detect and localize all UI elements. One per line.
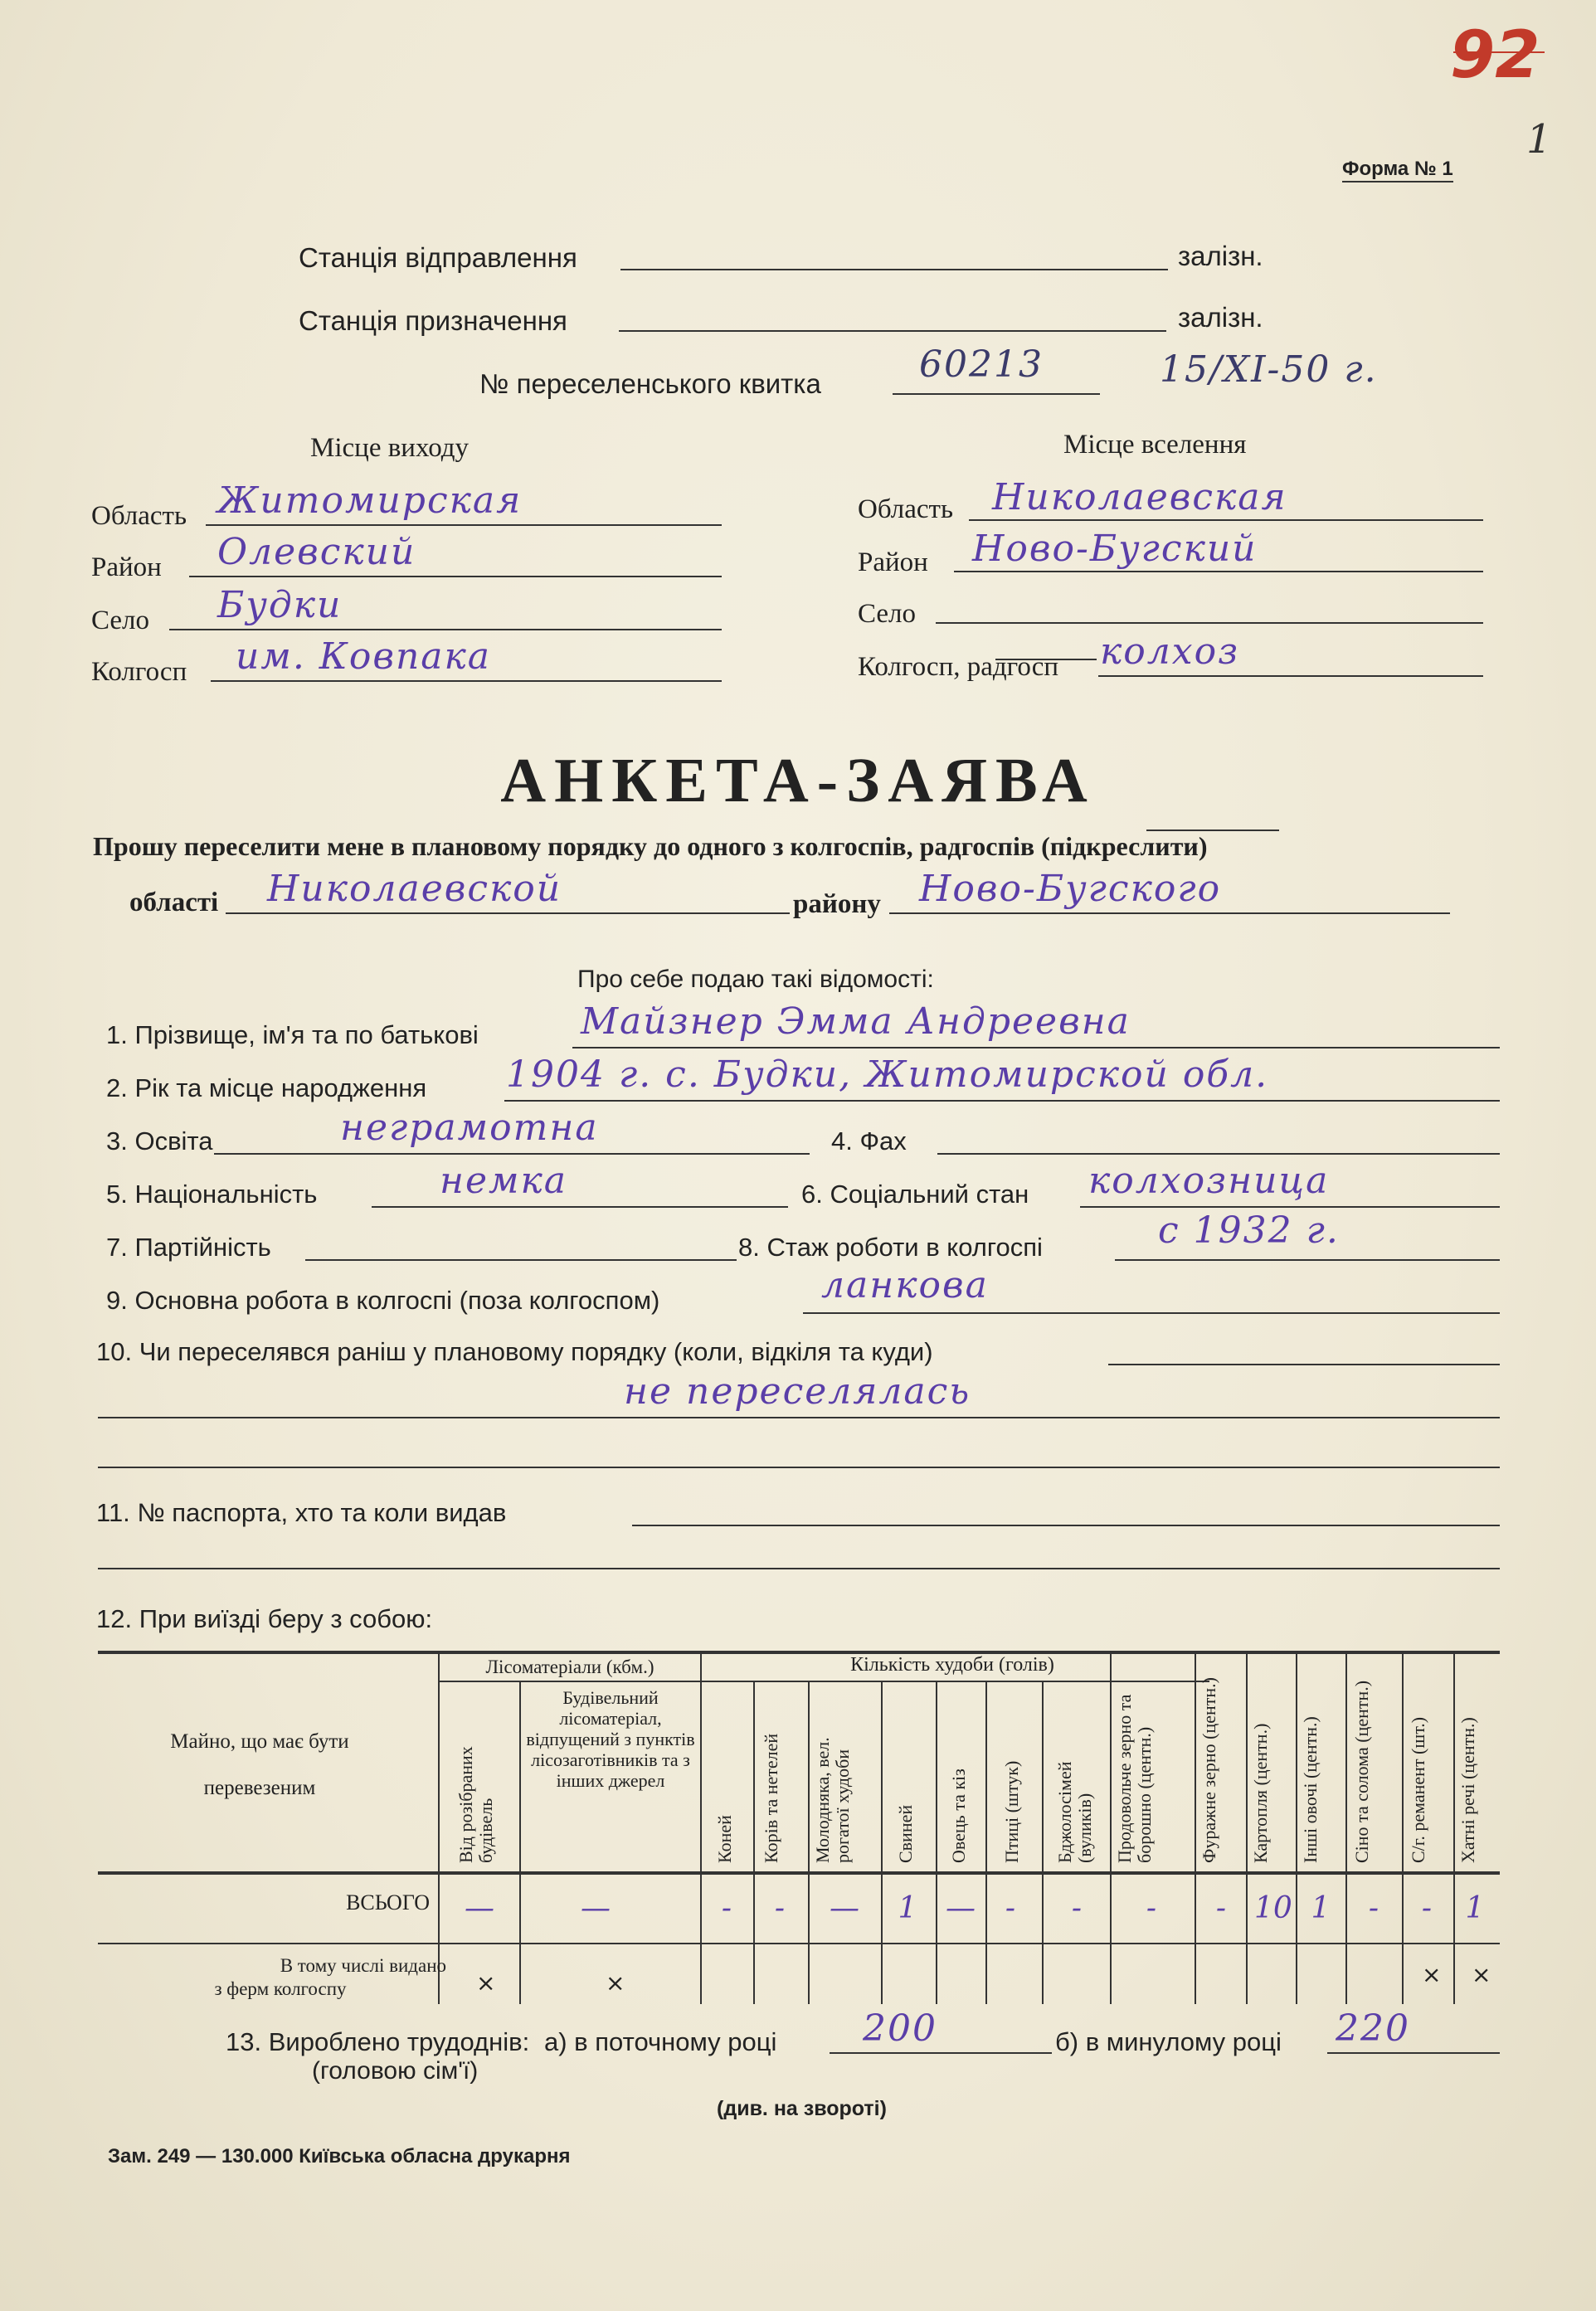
q11-label: 11. № паспорта, хто та коли видав [96, 1498, 507, 1527]
total-cell: - [1421, 1891, 1433, 1925]
col-header-demolished: Від розібраних будівель [455, 1746, 496, 1863]
q13-previous-line [1327, 2052, 1500, 2054]
q10-line-1 [1108, 1364, 1500, 1365]
col-divider [1110, 1651, 1112, 2004]
q8-line [1115, 1259, 1500, 1261]
q1-label: 1. Прізвище, ім'я та по батькові [106, 1020, 479, 1049]
total-cell: - [1005, 1891, 1016, 1925]
farm-x-mark: × [606, 1969, 625, 1997]
q7-line [305, 1259, 737, 1261]
dest-rayon-line [954, 571, 1483, 572]
request-oblast-label: області [129, 888, 219, 917]
q4-label: 4. Фах [831, 1126, 907, 1156]
dest-radhosp-strike [995, 659, 1097, 660]
col-divider [1296, 1651, 1297, 2004]
col-divider [753, 1681, 755, 2004]
q8-value: с 1932 г. [1158, 1209, 1340, 1252]
q10-value: не переселялась [624, 1370, 971, 1413]
ticket-label: № переселенського квитка [479, 368, 821, 399]
ticket-line [893, 393, 1100, 395]
printer-line: Зам. 249 — 130.000 Київська обласна друкарня [108, 2145, 571, 2167]
col-divider [1042, 1681, 1044, 2004]
q3-line [214, 1153, 810, 1155]
col-divider [438, 1651, 440, 2004]
group-lumber-header: Лісоматеріали (кбм.) [485, 1657, 654, 1677]
q13-current-value: 200 [863, 2007, 937, 2050]
see-reverse: (див. на звороті) [717, 2097, 887, 2120]
col-divider [881, 1681, 883, 2004]
col-header-fodder: Фуражне зерно (центн.) [1199, 1677, 1219, 1863]
col-header-household: Хатні речі (центн.) [1457, 1717, 1478, 1863]
col-header-lumber: Будівельний лісоматеріал, відпущений з пунктів лісозаготівників та з інших джерел [526, 1687, 695, 1791]
q3-label: 3. Освіта [106, 1126, 213, 1156]
q2-line [504, 1100, 1500, 1102]
q13-current-label: а) в поточному році [544, 2027, 777, 2056]
total-cell: — [946, 1891, 976, 1925]
q1-line [572, 1047, 1500, 1048]
origin-oblast-value: Житомирская [217, 479, 523, 522]
q12-label: 12. При виїзді беру з собою: [96, 1604, 433, 1633]
q13-current-line [830, 2052, 1052, 2054]
request-rayon-value: Ново-Бугского [919, 868, 1222, 910]
radgosp-strike [1146, 830, 1279, 831]
request-rayon-line [889, 912, 1450, 914]
destination-station-line [619, 330, 1166, 332]
sheet-number-strike [1453, 51, 1545, 53]
col-header-hay: Сіно та солома (центн.) [1351, 1680, 1372, 1863]
total-cell: 1 [1311, 1891, 1331, 1925]
destination-rail-suffix: залізн. [1178, 302, 1263, 333]
total-cell: - [1146, 1891, 1157, 1925]
q5-label: 5. Національність [106, 1180, 318, 1209]
q9-value: ланкова [821, 1264, 989, 1306]
row-header: Майно, що має бути перевезеним [170, 1730, 349, 1799]
q2-label: 2. Рік та місце народження [106, 1073, 427, 1102]
q6-label: 6. Соціальний стан [801, 1180, 1029, 1209]
q9-label: 9. Основна робота в колгоспі (поза колгоспом) [106, 1286, 660, 1315]
departure-station-label: Станція відправлення [299, 242, 577, 273]
col-divider [808, 1681, 810, 2004]
dest-oblast-label: Область [858, 494, 954, 524]
col-divider [1246, 1651, 1248, 2004]
total-cell: - [1071, 1891, 1083, 1925]
dest-village-line [936, 622, 1483, 624]
page-title: АНКЕТА-ЗАЯВА [500, 746, 1096, 815]
q13-previous-label: б) в минулому році [1055, 2027, 1282, 2056]
origin-kolhosp-line [211, 680, 722, 682]
total-cell: - [1368, 1891, 1379, 1925]
info-intro: Про себе подаю такі відомості: [577, 966, 934, 993]
origin-oblast-label: Область [91, 501, 187, 531]
departure-rail-suffix: залізн. [1178, 241, 1263, 271]
q10-line-2 [98, 1417, 1500, 1418]
q6-value: колхозница [1088, 1160, 1330, 1202]
request-line: Прошу переселити мене в плановому порядку до одного з колгоспів, радгоспів (підкреслити) [93, 831, 1208, 861]
dest-kolhosp-value: колхоз [1100, 630, 1240, 673]
col-header-grain: Продовольче зерно та борошно (центн.) [1114, 1694, 1155, 1863]
origin-oblast-line [206, 524, 722, 526]
destination-heading: Місце вселення [1063, 430, 1247, 460]
dest-village-label: Село [858, 599, 917, 629]
q7-label: 7. Партійність [106, 1233, 271, 1262]
q11-line-2 [98, 1568, 1500, 1569]
total-cell: — [465, 1891, 494, 1925]
q4-line [937, 1153, 1500, 1155]
total-cell: — [830, 1891, 859, 1925]
q9-line [803, 1312, 1500, 1314]
request-oblast-line [226, 912, 790, 914]
form-label: Форма № 1 [1342, 158, 1453, 182]
q6-line [1080, 1206, 1500, 1208]
origin-rayon-line [189, 576, 722, 577]
total-cell: 10 [1254, 1891, 1292, 1925]
departure-station-line [620, 269, 1168, 270]
total-cell: - [774, 1891, 786, 1925]
q1-value: Майзнер Эмма Андреевна [581, 1000, 1131, 1043]
col-divider [1402, 1651, 1404, 2004]
dest-oblast-value: Николаевская [992, 476, 1287, 518]
col-header-young-cattle: Молодняка, вел. рогатої худоби [812, 1737, 853, 1863]
farm-x-mark: × [476, 1969, 496, 1997]
col-divider [519, 1681, 521, 2004]
origin-heading: Місце виходу [310, 433, 470, 463]
table-header-bottom [98, 1871, 1500, 1875]
sheet-number-alt: 1 [1526, 116, 1554, 163]
total-label: ВСЬОГО [346, 1890, 430, 1914]
q3-value: неграмотна [340, 1107, 599, 1149]
ticket-number: 60213 [919, 343, 1044, 386]
q10-label: 10. Чи переселявся раніш у плановому порядку (коли, відкіля та куди) [96, 1337, 933, 1366]
origin-rayon-label: Район [91, 552, 162, 582]
total-cell: 1 [898, 1891, 917, 1925]
origin-village-value: Будки [217, 584, 343, 626]
origin-kolhosp-label: Колгосп [91, 657, 187, 687]
q13-sub: (головою сім'ї) [312, 2057, 479, 2085]
farm-x-mark: × [1472, 1961, 1491, 1988]
total-cell: - [721, 1891, 732, 1925]
col-divider [1195, 1651, 1196, 2004]
col-header-poultry: Птиці (штук) [1001, 1760, 1022, 1863]
origin-village-label: Село [91, 606, 150, 635]
dest-kolhosp-line [1098, 675, 1483, 677]
col-header-bees: Бджолосімей (вуликів) [1054, 1761, 1095, 1863]
farm-label-1: В тому числі видано [280, 1955, 446, 1976]
table-group-line [438, 1681, 1209, 1682]
q13-label: 13. Вироблено трудоднів: [226, 2027, 530, 2056]
dest-rayon-label: Район [858, 547, 928, 577]
farm-label-2: з ферм колгоспу [214, 1978, 347, 1999]
q5-value: немка [440, 1160, 568, 1202]
col-header-sheep: Овець та кіз [948, 1769, 969, 1863]
total-cell: 1 [1465, 1891, 1485, 1925]
q11-line-1 [632, 1525, 1500, 1526]
origin-kolhosp-value: им. Ковпака [236, 635, 492, 678]
q8-label: 8. Стаж роботи в колгоспі [738, 1233, 1043, 1262]
sheet-number: 92 [1450, 18, 1540, 93]
col-divider [700, 1651, 702, 2004]
q2-value: 1904 г. с. Будки, Житомирской обл. [506, 1053, 1269, 1096]
destination-station-label: Станція призначення [299, 305, 567, 336]
belongings-table [98, 1651, 1500, 2004]
col-header-potatoes: Картопля (центн.) [1250, 1723, 1271, 1863]
col-header-cows: Корів та нетелей [761, 1733, 781, 1863]
col-divider [1453, 1651, 1455, 2004]
farm-x-mark: × [1422, 1961, 1442, 1988]
col-header-horses: Коней [714, 1815, 735, 1863]
dest-rayon-value: Ново-Бугский [972, 528, 1258, 570]
total-cell: — [581, 1891, 611, 1925]
table-total-bottom [98, 1943, 1500, 1944]
q13-previous-value: 220 [1336, 2007, 1410, 2050]
col-header-vegetables: Інші овочі (центн.) [1300, 1716, 1321, 1863]
col-header-tools: С/г. реманент (шт.) [1408, 1716, 1428, 1863]
origin-rayon-value: Олевский [217, 531, 416, 573]
request-oblast-value: Николаевской [267, 868, 562, 910]
col-divider [936, 1681, 937, 2004]
total-cell: - [1215, 1891, 1227, 1925]
request-rayon-label: району [793, 889, 881, 919]
col-divider [985, 1681, 987, 2004]
col-divider [1345, 1651, 1347, 2004]
ticket-date: 15/XI-50 г. [1160, 348, 1378, 391]
dest-kolhosp-label: Колгосп, радгосп [858, 652, 1059, 682]
col-header-pigs: Свиней [895, 1804, 916, 1863]
q5-line [372, 1206, 788, 1208]
origin-village-line [169, 629, 722, 630]
group-cattle-header: Кількість худоби (голів) [850, 1654, 1054, 1676]
q10-line-3 [98, 1467, 1500, 1468]
dest-oblast-line [969, 519, 1483, 521]
